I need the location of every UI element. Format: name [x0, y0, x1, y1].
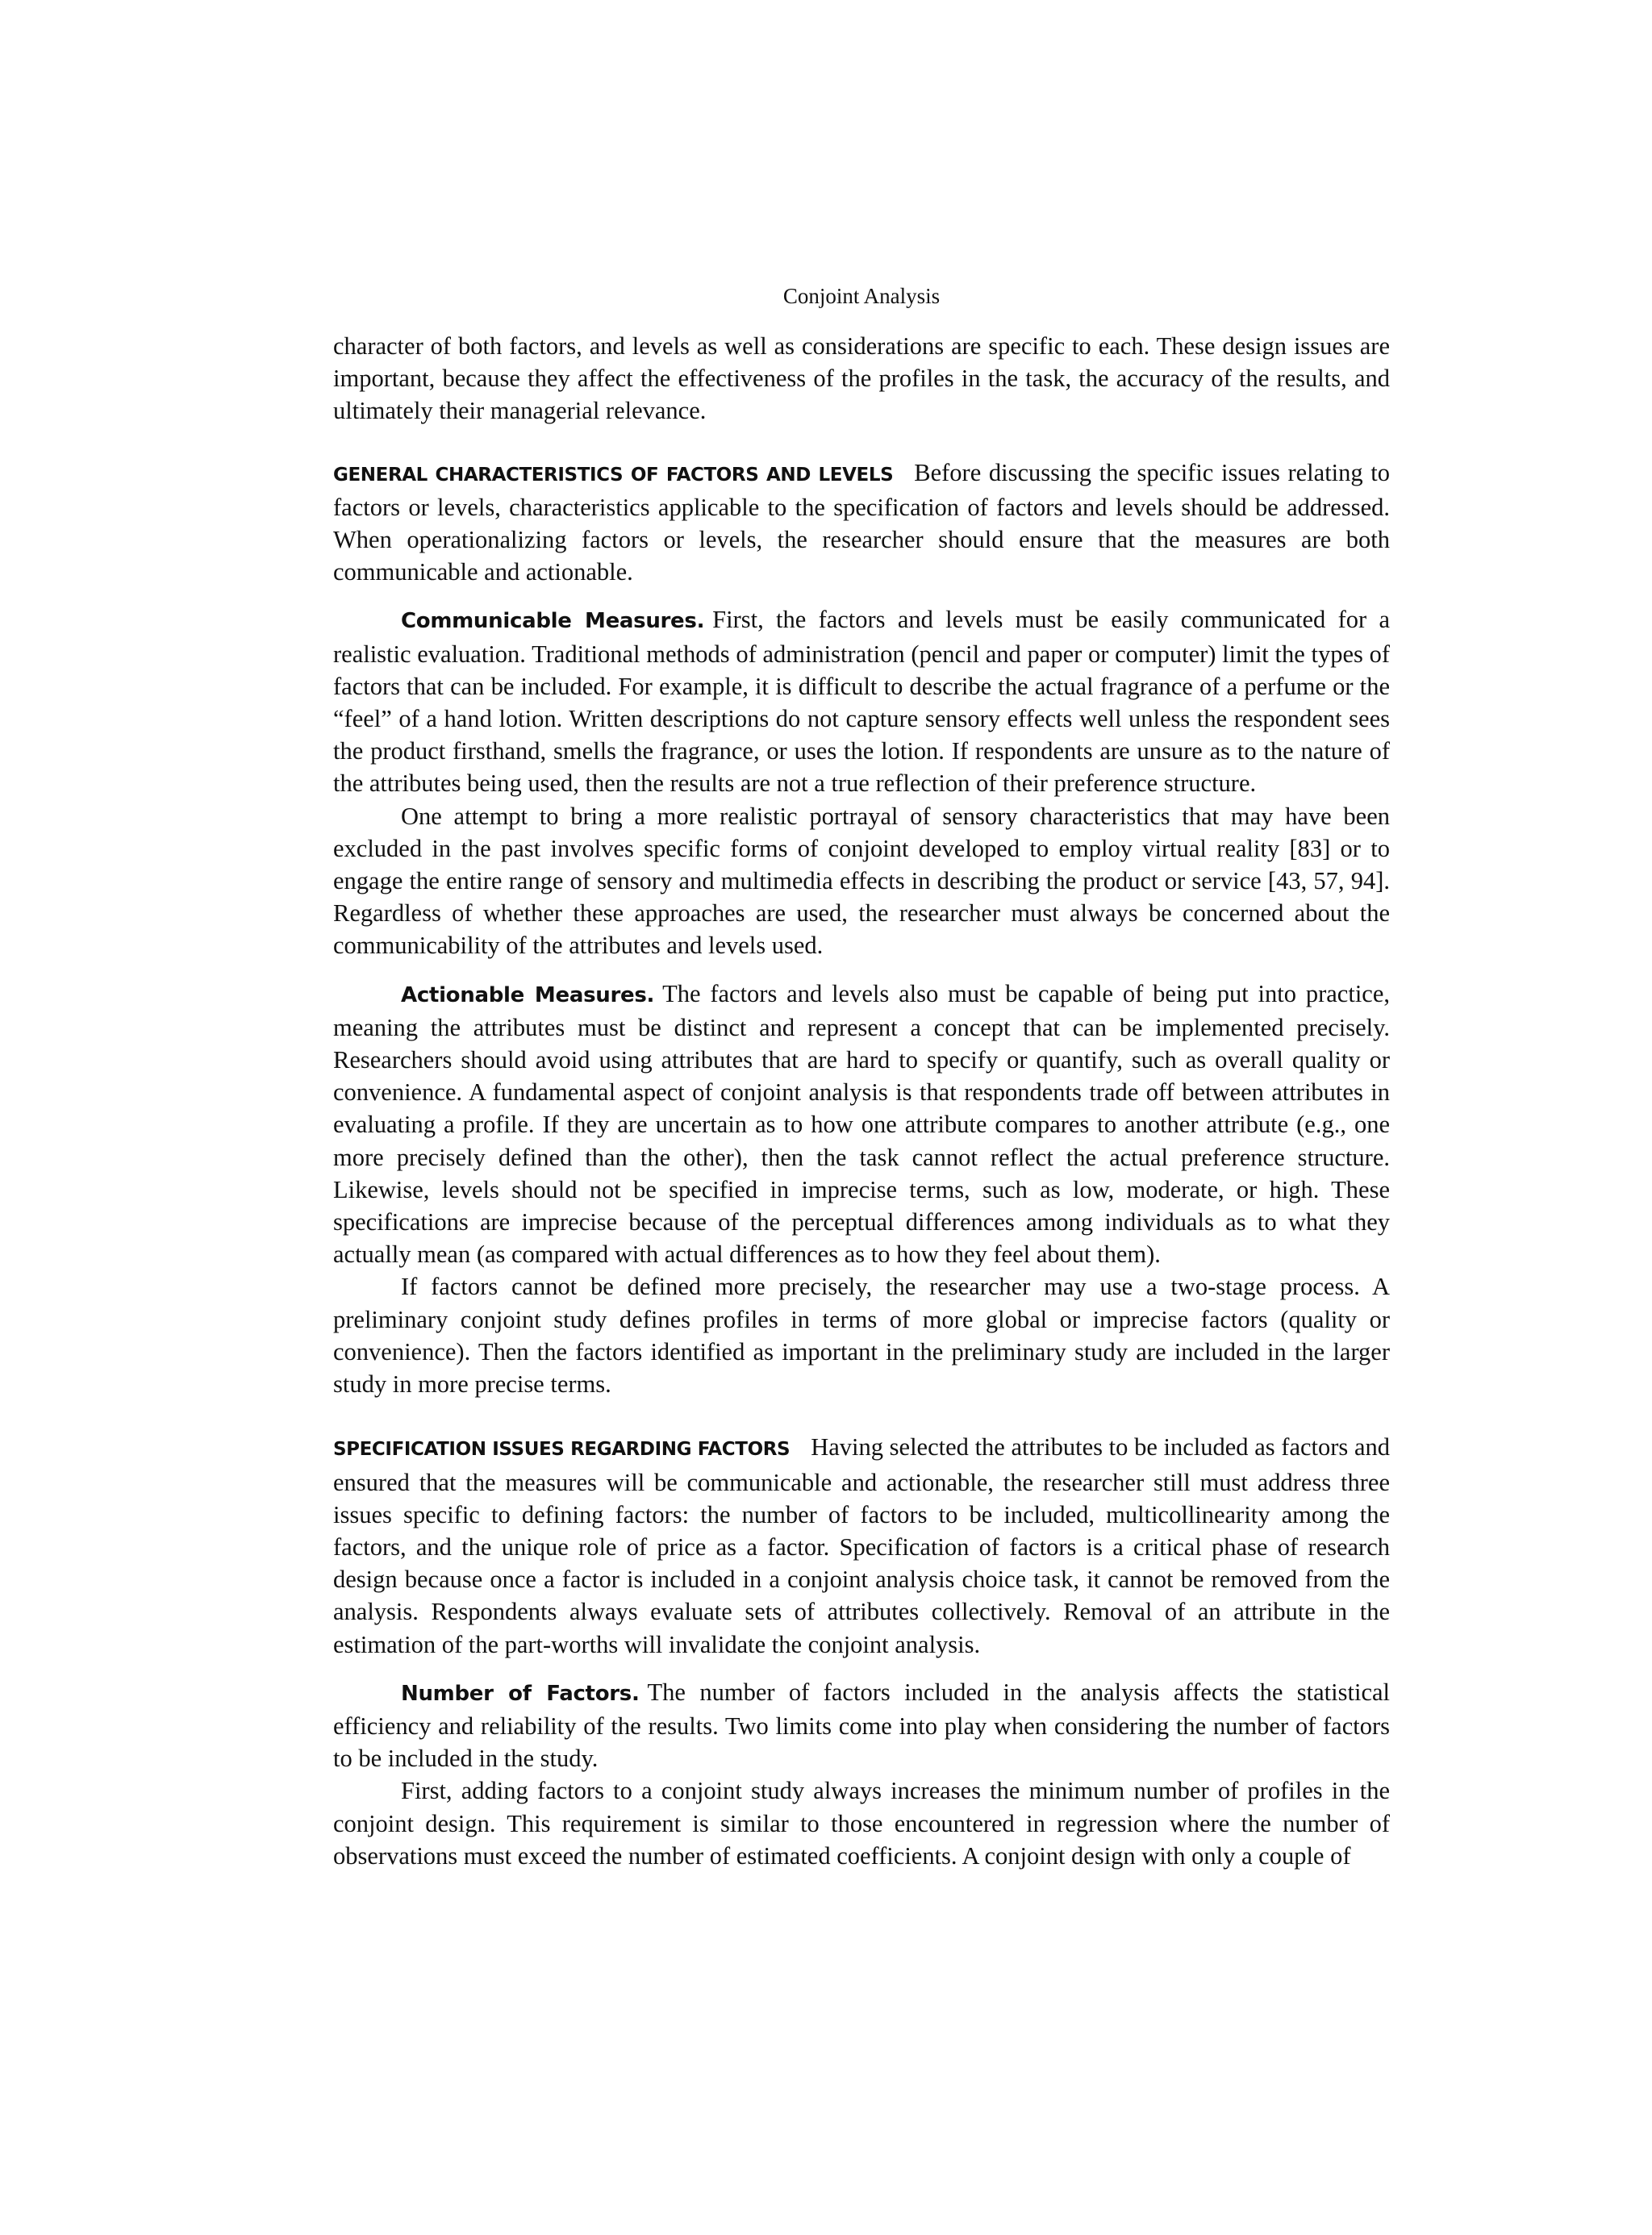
subheading-actionable-measures: Actionable Measures.: [401, 982, 655, 1007]
paragraph-communicable-measures: [333, 603, 1390, 799]
paragraph-text: Having selected the attributes to be included as factors and ensured that the measures will be communicable and actionable, the researcher still must address three issues specific to defining factors: the number of factors to be included, multicollinearity among the factors, and the unique role of price as a factor. Specification of factors is a critical phase of research design because once a factor is included in a conjoint analysis choice task, it cannot be removed from the analysis. Respondents always evaluate sets of attributes collectively. Removal of an attribute in the estimation of the part-worths will invalidate the conjoint analysis.: [333, 1433, 1390, 1658]
paragraph-specification-issues: [333, 1431, 1390, 1660]
paragraph-sensory-portrayal: One attempt to bring a more realistic portrayal of sensory characteristics that may have been excluded in the past involves specific forms of conjoint developed to employ virtual reality [83] or to engage the entire range of sensory and multimedia effects in describing the product or service [43, 57, 94]. Regardless of whether these approaches are used, the researcher must always be concerned about the communicability of the attributes and levels used.: [333, 802, 1390, 960]
paragraph-actionable-measures: [333, 978, 1390, 1271]
paragraph-general-characteristics: [333, 457, 1390, 589]
paragraph-intro: character of both factors, and levels as well as considerations are specific to each. These design issues are important, because they affect the effectiveness of the profiles in the task, the accuracy of the results, and ultimately their managerial relevance.: [333, 332, 1390, 425]
subheading-number-of-factors: Number of Factors.: [401, 1681, 640, 1706]
running-head: Conjoint Analysis: [782, 284, 941, 308]
paragraph-two-stage-process: If factors cannot be defined more precisely, the researcher may use a two-stage process. A preliminary conjoint study defines profiles in terms of more global or imprecise factors (quality or convenience). Then the factors identified as important in the preliminary study are included in the larger study in more precise terms.: [333, 1273, 1390, 1399]
paragraph-number-of-factors: [333, 1676, 1390, 1775]
section-heading-general-characteristics: GENERAL CHARACTERISTICS OF FACTORS AND LEVELS: [333, 464, 894, 486]
paragraph-text: First, the factors and levels must be easily communicated for a realistic evaluation. Traditional methods of administration (pencil and paper or computer) limit the types of factors that can be included. For example, it is difficult to describe the actual fragrance of a perfume or the “feel” of a hand lotion. Written descriptions do not capture sensory effects well unless the respondent sees the product firsthand, smells the fragrance, or uses the lotion. If respondents are unsure as to the nature of the attributes being used, then the results are not a true reflection of their preference structure.: [333, 606, 1390, 798]
paragraph-adding-factors: First, adding factors to a conjoint study always increases the minimum number of profiles in the conjoint design. This requirement is similar to those encountered in regression where the number of observations must exceed the number of estimated coefficients. A conjoint design with only a couple of: [333, 1777, 1390, 1870]
document-page: [333, 282, 1390, 1872]
paragraph-text: The factors and levels also must be capable of being put into practice, meaning the attributes must be distinct and represent a concept that can be implemented precisely. Researchers should avoid using attributes that are hard to specify or quantify, such as overall quality or convenience. A fundamental aspect of conjoint analysis is that respondents trade off between attributes in evaluating a profile. If they are uncertain as to how one attribute compares to another attribute (e.g., one more precisely defined than the other), then the task cannot reflect the actual preference structure. Likewise, levels should not be specified in imprecise terms, such as low, moderate, or high. These specifications are imprecise because of the perceptual differences among individuals as to what they actually mean (as compared with actual differences as to how they feel about them).: [333, 979, 1390, 1269]
subheading-communicable-measures: Communicable Measures.: [401, 609, 705, 634]
paragraph-text: Before discussing the specific issues relating to factors or levels, characteristics applicable to the specification of factors and levels should be addressed. When operationalizing factors or levels, the researcher should ensure that the measures are both communicable and actionable.: [333, 458, 1391, 586]
paragraph-text: The number of factors included in the analysis affects the statistical efficiency and reliability of the results. Two limits come into play when considering the number of factors to be included in the study.: [333, 1678, 1390, 1773]
section-heading-specification-issues: SPECIFICATION ISSUES REGARDING FACTORS: [333, 1439, 791, 1461]
